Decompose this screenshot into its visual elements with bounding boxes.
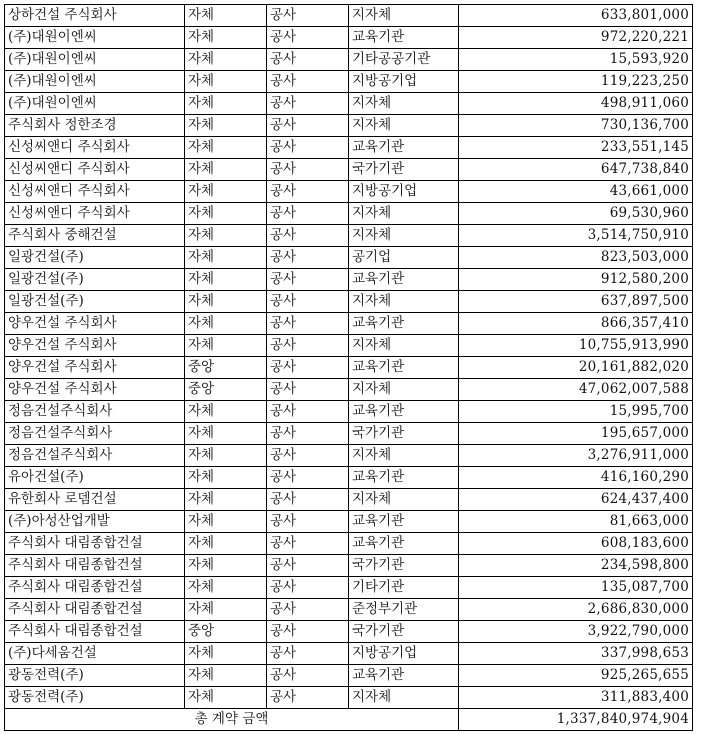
amount-cell: 10,755,913,990 <box>459 335 693 357</box>
amount-cell: 337,998,653 <box>459 643 693 665</box>
amount-cell: 195,657,000 <box>459 423 693 445</box>
amount-cell: 823,503,000 <box>459 247 693 269</box>
budget-type-cell: 자체 <box>185 269 267 291</box>
agency-type-cell: 지자체 <box>349 93 459 115</box>
budget-type-cell: 자체 <box>185 533 267 555</box>
company-cell: (주)대원이엔씨 <box>5 93 185 115</box>
budget-type-cell: 자체 <box>185 203 267 225</box>
amount-cell: 730,136,700 <box>459 115 693 137</box>
company-cell: (주)대원이엔씨 <box>5 49 185 71</box>
contract-type-cell: 공사 <box>267 203 349 225</box>
contract-type-cell: 공사 <box>267 511 349 533</box>
agency-type-cell: 교육기관 <box>349 269 459 291</box>
contract-type-cell: 공사 <box>267 27 349 49</box>
agency-type-cell: 국가기관 <box>349 555 459 577</box>
company-cell: 유아건설(주) <box>5 467 185 489</box>
contract-type-cell: 공사 <box>267 247 349 269</box>
budget-type-cell: 자체 <box>185 687 267 709</box>
agency-type-cell: 지자체 <box>349 291 459 313</box>
table-row <box>5 71 693 93</box>
contract-type-cell: 공사 <box>267 313 349 335</box>
budget-type-cell: 자체 <box>185 489 267 511</box>
budget-type-cell: 자체 <box>185 5 267 27</box>
table-row <box>5 467 693 489</box>
amount-cell: 69,530,960 <box>459 203 693 225</box>
table-row <box>5 643 693 665</box>
company-cell: 일광건설(주) <box>5 269 185 291</box>
agency-type-cell: 공기업 <box>349 247 459 269</box>
contract-type-cell: 공사 <box>267 137 349 159</box>
company-cell: 정음건설주식회사 <box>5 445 185 467</box>
amount-cell: 135,087,700 <box>459 577 693 599</box>
contract-type-cell: 공사 <box>267 445 349 467</box>
contract-type-cell: 공사 <box>267 665 349 687</box>
amount-cell: 498,911,060 <box>459 93 693 115</box>
budget-type-cell: 자체 <box>185 137 267 159</box>
budget-type-cell: 자체 <box>185 423 267 445</box>
amount-cell: 43,661,000 <box>459 181 693 203</box>
agency-type-cell: 교육기관 <box>349 27 459 49</box>
agency-type-cell: 지자체 <box>349 445 459 467</box>
company-cell: 주식회사 대림종합건설 <box>5 621 185 643</box>
agency-type-cell: 지방공기업 <box>349 181 459 203</box>
amount-cell: 2,686,830,000 <box>459 599 693 621</box>
contract-type-cell: 공사 <box>267 269 349 291</box>
amount-cell: 416,160,290 <box>459 467 693 489</box>
agency-type-cell: 교육기관 <box>349 665 459 687</box>
table-row <box>5 665 693 687</box>
amount-cell: 866,357,410 <box>459 313 693 335</box>
contract-type-cell: 공사 <box>267 533 349 555</box>
total-label: 총 계약 금액 <box>5 709 459 731</box>
company-cell: 일광건설(주) <box>5 291 185 313</box>
agency-type-cell: 교육기관 <box>349 511 459 533</box>
budget-type-cell: 자체 <box>185 247 267 269</box>
agency-type-cell: 지자체 <box>349 489 459 511</box>
agency-type-cell: 지방공기업 <box>349 643 459 665</box>
amount-cell: 633,801,000 <box>459 5 693 27</box>
budget-type-cell: 자체 <box>185 335 267 357</box>
company-cell: 주식회사 대림종합건설 <box>5 577 185 599</box>
table-row <box>5 247 693 269</box>
table-body <box>5 5 693 709</box>
contract-type-cell: 공사 <box>267 621 349 643</box>
contract-type-cell: 공사 <box>267 115 349 137</box>
amount-cell: 234,598,800 <box>459 555 693 577</box>
table-row <box>5 621 693 643</box>
company-cell: 양우건설 주식회사 <box>5 335 185 357</box>
budget-type-cell: 자체 <box>185 643 267 665</box>
company-cell: 주식회사 정한조경 <box>5 115 185 137</box>
table-row <box>5 137 693 159</box>
contract-type-cell: 공사 <box>267 467 349 489</box>
amount-cell: 233,551,145 <box>459 137 693 159</box>
company-cell: 정음건설주식회사 <box>5 401 185 423</box>
agency-type-cell: 지자체 <box>349 335 459 357</box>
table-row <box>5 313 693 335</box>
company-cell: (주)다세움건설 <box>5 643 185 665</box>
table-row <box>5 599 693 621</box>
company-cell: 양우건설 주식회사 <box>5 379 185 401</box>
company-cell: 양우건설 주식회사 <box>5 357 185 379</box>
budget-type-cell: 자체 <box>185 71 267 93</box>
table-row <box>5 511 693 533</box>
company-cell: 신성씨앤디 주식회사 <box>5 181 185 203</box>
table-row <box>5 401 693 423</box>
agency-type-cell: 지자체 <box>349 687 459 709</box>
budget-type-cell: 자체 <box>185 401 267 423</box>
agency-type-cell: 지자체 <box>349 5 459 27</box>
company-cell: 신성씨앤디 주식회사 <box>5 203 185 225</box>
company-cell: 일광건설(주) <box>5 247 185 269</box>
table-row <box>5 335 693 357</box>
company-cell: (주)대원이엔씨 <box>5 27 185 49</box>
total-value: 1,337,840,974,904 <box>459 709 693 731</box>
company-cell: (주)대원이엔씨 <box>5 71 185 93</box>
amount-cell: 972,220,221 <box>459 27 693 49</box>
contract-type-cell: 공사 <box>267 93 349 115</box>
contract-type-cell: 공사 <box>267 335 349 357</box>
company-cell: 주식회사 중해건설 <box>5 225 185 247</box>
contract-type-cell: 공사 <box>267 687 349 709</box>
amount-cell: 20,161,882,020 <box>459 357 693 379</box>
contract-type-cell: 공사 <box>267 577 349 599</box>
amount-cell: 3,514,750,910 <box>459 225 693 247</box>
agency-type-cell: 국가기관 <box>349 423 459 445</box>
contract-type-cell: 공사 <box>267 159 349 181</box>
company-cell: 유한회사 로뎀건설 <box>5 489 185 511</box>
company-cell: 주식회사 대림종합건설 <box>5 599 185 621</box>
contract-type-cell: 공사 <box>267 489 349 511</box>
budget-type-cell: 자체 <box>185 445 267 467</box>
budget-type-cell: 자체 <box>185 313 267 335</box>
contract-type-cell: 공사 <box>267 71 349 93</box>
budget-type-cell: 자체 <box>185 577 267 599</box>
table-row <box>5 687 693 709</box>
agency-type-cell: 교육기관 <box>349 467 459 489</box>
table-row <box>5 555 693 577</box>
contract-type-cell: 공사 <box>267 599 349 621</box>
agency-type-cell: 기타공공기관 <box>349 49 459 71</box>
table-row <box>5 159 693 181</box>
contract-type-cell: 공사 <box>267 555 349 577</box>
budget-type-cell: 자체 <box>185 93 267 115</box>
table-row <box>5 115 693 137</box>
amount-cell: 15,593,920 <box>459 49 693 71</box>
amount-cell: 637,897,500 <box>459 291 693 313</box>
budget-type-cell: 자체 <box>185 467 267 489</box>
amount-cell: 608,183,600 <box>459 533 693 555</box>
budget-type-cell: 중앙 <box>185 621 267 643</box>
budget-type-cell: 자체 <box>185 159 267 181</box>
budget-type-cell: 자체 <box>185 511 267 533</box>
agency-type-cell: 교육기관 <box>349 137 459 159</box>
table-row <box>5 445 693 467</box>
company-cell: 정음건설주식회사 <box>5 423 185 445</box>
table-row <box>5 291 693 313</box>
agency-type-cell: 준정부기관 <box>349 599 459 621</box>
amount-cell: 311,883,400 <box>459 687 693 709</box>
agency-type-cell: 지자체 <box>349 225 459 247</box>
agency-type-cell: 기타기관 <box>349 577 459 599</box>
company-cell: 신성씨앤디 주식회사 <box>5 159 185 181</box>
company-cell: 양우건설 주식회사 <box>5 313 185 335</box>
company-cell: 광동전력(주) <box>5 687 185 709</box>
table-row <box>5 93 693 115</box>
amount-cell: 47,062,007,588 <box>459 379 693 401</box>
contract-type-cell: 공사 <box>267 379 349 401</box>
table-row <box>5 181 693 203</box>
contract-type-cell: 공사 <box>267 225 349 247</box>
budget-type-cell: 자체 <box>185 49 267 71</box>
amount-cell: 3,922,790,000 <box>459 621 693 643</box>
contract-type-cell: 공사 <box>267 49 349 71</box>
table-row <box>5 269 693 291</box>
agency-type-cell: 지방공기업 <box>349 71 459 93</box>
company-cell: 주식회사 대림종합건설 <box>5 555 185 577</box>
agency-type-cell: 국가기관 <box>349 159 459 181</box>
table-row <box>5 5 693 27</box>
budget-type-cell: 중앙 <box>185 357 267 379</box>
table-row <box>5 533 693 555</box>
company-cell: 상하건설 주식회사 <box>5 5 185 27</box>
budget-type-cell: 중앙 <box>185 379 267 401</box>
table-row <box>5 49 693 71</box>
agency-type-cell: 교육기관 <box>349 401 459 423</box>
agency-type-cell: 교육기관 <box>349 533 459 555</box>
contract-type-cell: 공사 <box>267 401 349 423</box>
company-cell: (주)아성산업개발 <box>5 511 185 533</box>
contract-type-cell: 공사 <box>267 357 349 379</box>
agency-type-cell: 국가기관 <box>349 621 459 643</box>
budget-type-cell: 자체 <box>185 555 267 577</box>
budget-type-cell: 자체 <box>185 27 267 49</box>
table-row <box>5 27 693 49</box>
amount-cell: 81,663,000 <box>459 511 693 533</box>
table-row <box>5 357 693 379</box>
contract-type-cell: 공사 <box>267 643 349 665</box>
agency-type-cell: 교육기관 <box>349 313 459 335</box>
agency-type-cell: 교육기관 <box>349 357 459 379</box>
table-row <box>5 423 693 445</box>
contract-type-cell: 공사 <box>267 291 349 313</box>
table-row <box>5 577 693 599</box>
budget-type-cell: 자체 <box>185 599 267 621</box>
amount-cell: 925,265,655 <box>459 665 693 687</box>
amount-cell: 647,738,840 <box>459 159 693 181</box>
contract-type-cell: 공사 <box>267 5 349 27</box>
amount-cell: 624,437,400 <box>459 489 693 511</box>
agency-type-cell: 지자체 <box>349 115 459 137</box>
amount-cell: 3,276,911,000 <box>459 445 693 467</box>
budget-type-cell: 자체 <box>185 225 267 247</box>
table-row <box>5 489 693 511</box>
total-row <box>5 709 693 731</box>
agency-type-cell: 지자체 <box>349 203 459 225</box>
company-cell: 광동전력(주) <box>5 665 185 687</box>
budget-type-cell: 자체 <box>185 181 267 203</box>
budget-type-cell: 자체 <box>185 291 267 313</box>
contract-type-cell: 공사 <box>267 181 349 203</box>
company-cell: 신성씨앤디 주식회사 <box>5 137 185 159</box>
contract-table <box>4 4 693 731</box>
amount-cell: 15,995,700 <box>459 401 693 423</box>
amount-cell: 912,580,200 <box>459 269 693 291</box>
table-row <box>5 379 693 401</box>
table-row <box>5 225 693 247</box>
budget-type-cell: 자체 <box>185 115 267 137</box>
amount-cell: 119,223,250 <box>459 71 693 93</box>
budget-type-cell: 자체 <box>185 665 267 687</box>
agency-type-cell: 지자체 <box>349 379 459 401</box>
table-row <box>5 203 693 225</box>
contract-type-cell: 공사 <box>267 423 349 445</box>
company-cell: 주식회사 대림종합건설 <box>5 533 185 555</box>
